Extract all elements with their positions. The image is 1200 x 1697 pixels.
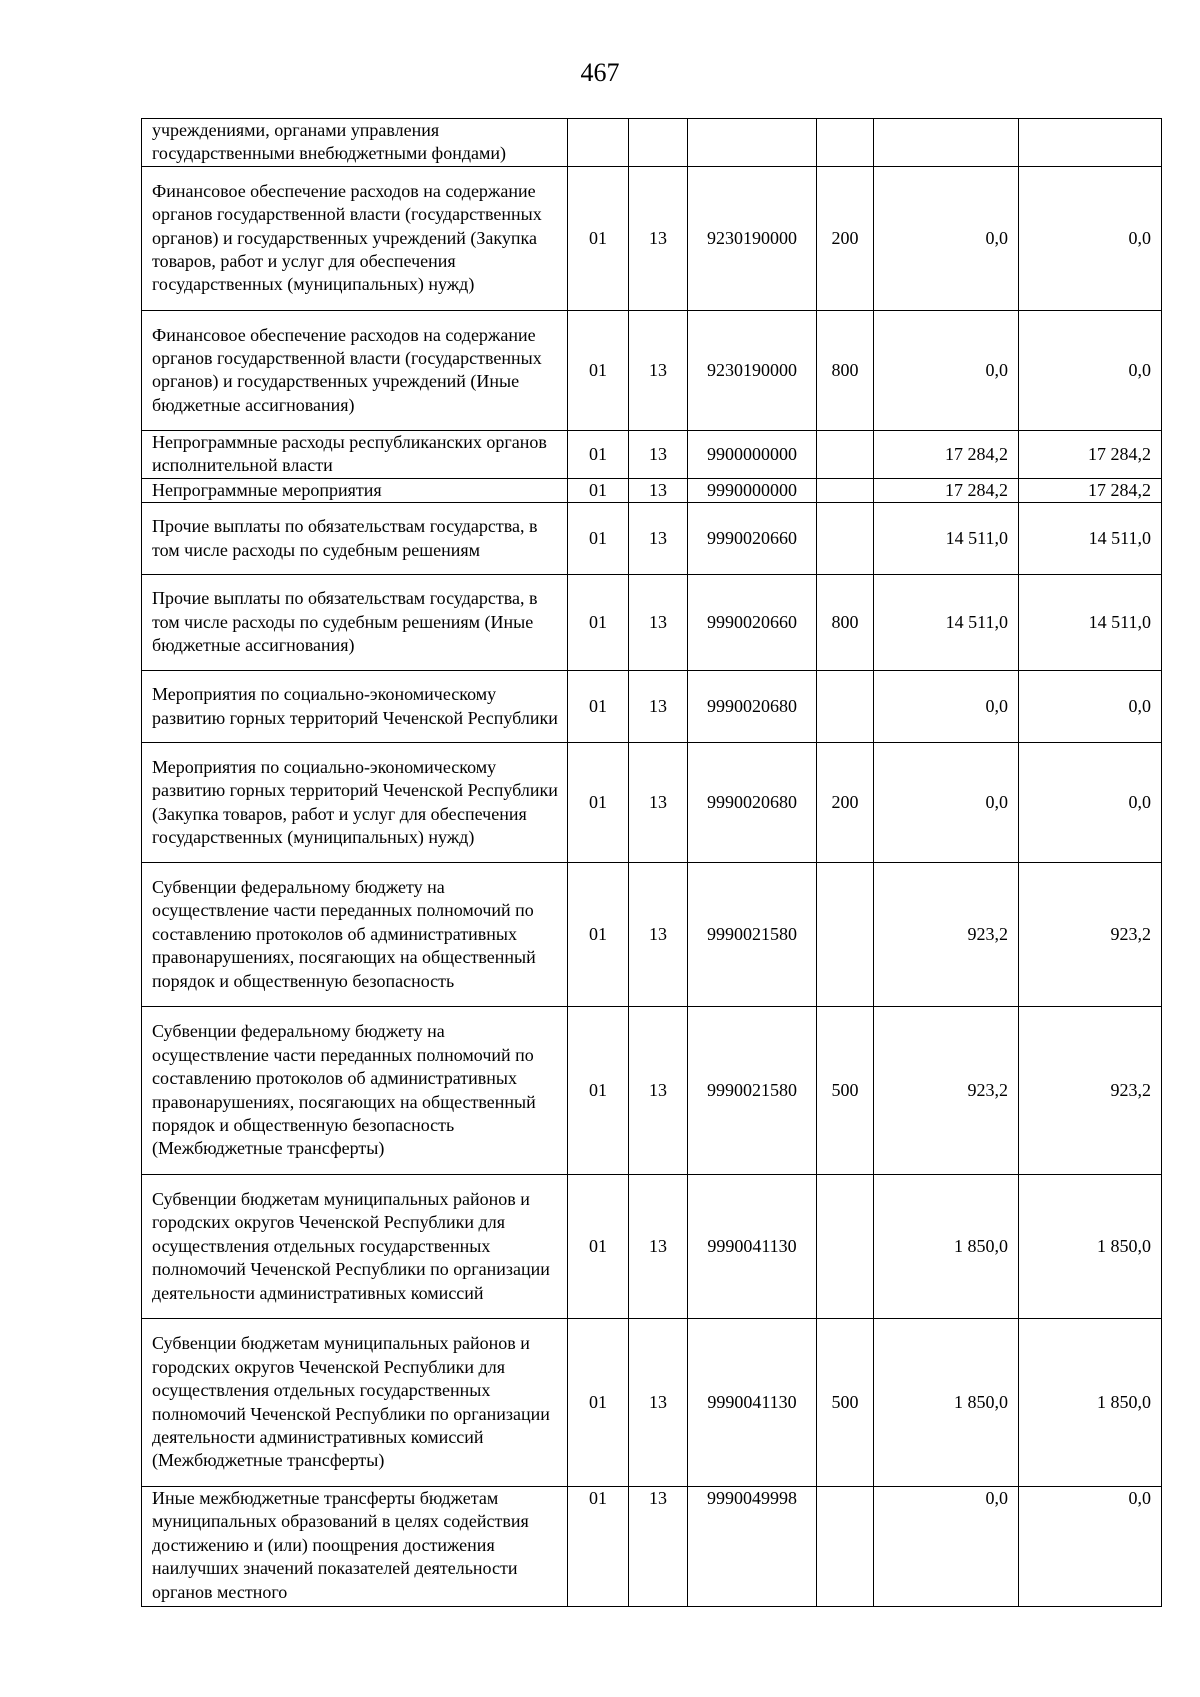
table-row	[142, 575, 1162, 671]
row-amount-1: 923,2	[874, 863, 1019, 1007]
row-name: Финансовое обеспечение расходов на содержание органов государственной власти (государственных органов) и государственных учреждений (Иные бюджетные ассигнования)	[142, 310, 568, 430]
table-row	[142, 743, 1162, 863]
table-row	[142, 166, 1162, 310]
row-section: 01	[568, 863, 629, 1007]
row-name: учреждениями, органами управления государственными внебюджетными фондами)	[142, 119, 568, 167]
table-row	[142, 1319, 1162, 1487]
row-expense-type	[817, 478, 874, 502]
row-expense-type: 800	[817, 575, 874, 671]
row-target-article: 9990049998	[688, 1487, 817, 1607]
row-amount-2: 1 850,0	[1019, 1175, 1162, 1319]
row-target-article: 9990020680	[688, 743, 817, 863]
row-target-article: 9990020680	[688, 671, 817, 743]
row-subsection: 13	[629, 743, 688, 863]
row-expense-type: 500	[817, 1319, 874, 1487]
row-name: Мероприятия по социально-экономическому развитию горных территорий Чеченской Республики	[142, 671, 568, 743]
row-name: Мероприятия по социально-экономическому развитию горных территорий Чеченской Республики (Закупка товаров, работ и услуг для обеспечения государственных (муниципальных) нужд)	[142, 743, 568, 863]
table-row	[142, 1175, 1162, 1319]
row-subsection: 13	[629, 1487, 688, 1607]
row-section: 01	[568, 310, 629, 430]
table-row	[142, 430, 1162, 478]
table-row	[142, 1007, 1162, 1175]
row-amount-1: 0,0	[874, 1487, 1019, 1607]
page-number: 467	[580, 58, 620, 87]
row-amount-2: 17 284,2	[1019, 478, 1162, 502]
row-amount-2: 0,0	[1019, 1487, 1162, 1607]
row-amount-1: 0,0	[874, 166, 1019, 310]
row-name: Субвенции федеральному бюджету на осуществление части переданных полномочий по составлению протоколов об административных правонарушениях, посягающих на общественный порядок и общественную безопасность	[142, 863, 568, 1007]
row-target-article	[688, 119, 817, 167]
row-section: 01	[568, 671, 629, 743]
row-name: Финансовое обеспечение расходов на содержание органов государственной власти (государственных органов) и государственных учреждений (Закупка товаров, работ и услуг для обеспечения государственных (муниципальных) нужд)	[142, 166, 568, 310]
row-target-article: 9230190000	[688, 166, 817, 310]
row-amount-2: 923,2	[1019, 1007, 1162, 1175]
row-expense-type	[817, 119, 874, 167]
row-name: Субвенции бюджетам муниципальных районов и городских округов Чеченской Республики для осуществления отдельных государственных полномочий Чеченской Республики по организации деятельности административных комиссий	[142, 1175, 568, 1319]
table-row	[142, 478, 1162, 502]
row-subsection: 13	[629, 671, 688, 743]
row-section: 01	[568, 503, 629, 575]
row-expense-type	[817, 503, 874, 575]
table-body	[142, 119, 1162, 1607]
row-section: 01	[568, 166, 629, 310]
row-expense-type	[817, 863, 874, 1007]
row-target-article: 9990041130	[688, 1319, 817, 1487]
row-name: Прочие выплаты по обязательствам государства, в том числе расходы по судебным решениям	[142, 503, 568, 575]
row-amount-1: 0,0	[874, 743, 1019, 863]
row-amount-2: 17 284,2	[1019, 430, 1162, 478]
row-target-article: 9900000000	[688, 430, 817, 478]
row-amount-1: 1 850,0	[874, 1175, 1019, 1319]
row-amount-1: 14 511,0	[874, 575, 1019, 671]
row-subsection: 13	[629, 430, 688, 478]
row-name: Прочие выплаты по обязательствам государства, в том числе расходы по судебным решениям (Иные бюджетные ассигнования)	[142, 575, 568, 671]
row-target-article: 9990000000	[688, 478, 817, 502]
row-expense-type	[817, 671, 874, 743]
row-amount-2: 923,2	[1019, 863, 1162, 1007]
row-expense-type	[817, 430, 874, 478]
row-amount-1: 0,0	[874, 310, 1019, 430]
row-target-article: 9990021580	[688, 1007, 817, 1175]
row-name: Субвенции федеральному бюджету на осуществление части переданных полномочий по составлению протоколов об административных правонарушениях, посягающих на общественный порядок и общественную безопасность (Межбюджетные трансферты)	[142, 1007, 568, 1175]
row-amount-2: 0,0	[1019, 743, 1162, 863]
table-row	[142, 310, 1162, 430]
row-section: 01	[568, 430, 629, 478]
row-expense-type: 200	[817, 166, 874, 310]
row-subsection: 13	[629, 310, 688, 430]
row-target-article: 9990041130	[688, 1175, 817, 1319]
row-amount-1: 0,0	[874, 671, 1019, 743]
row-amount-2: 0,0	[1019, 166, 1162, 310]
row-expense-type: 200	[817, 743, 874, 863]
row-amount-1: 1 850,0	[874, 1319, 1019, 1487]
row-target-article: 9990020660	[688, 575, 817, 671]
row-amount-2	[1019, 119, 1162, 167]
row-subsection: 13	[629, 1175, 688, 1319]
row-subsection: 13	[629, 503, 688, 575]
row-amount-2: 1 850,0	[1019, 1319, 1162, 1487]
row-target-article: 9990021580	[688, 863, 817, 1007]
row-amount-2: 14 511,0	[1019, 503, 1162, 575]
row-amount-1: 923,2	[874, 1007, 1019, 1175]
row-expense-type: 800	[817, 310, 874, 430]
budget-table	[141, 118, 1162, 1607]
table-row	[142, 1487, 1162, 1607]
row-name: Непрограммные расходы республиканских органов исполнительной власти	[142, 430, 568, 478]
row-amount-1	[874, 119, 1019, 167]
table-row	[142, 863, 1162, 1007]
row-section: 01	[568, 1487, 629, 1607]
row-amount-2: 0,0	[1019, 310, 1162, 430]
table-row	[142, 119, 1162, 167]
row-name: Иные межбюджетные трансферты бюджетам муниципальных образований в целях содействия достижению и (или) поощрения достижения наилучших значений показателей деятельности органов местного	[142, 1487, 568, 1607]
row-amount-1: 14 511,0	[874, 503, 1019, 575]
row-name: Субвенции бюджетам муниципальных районов и городских округов Чеченской Республики для осуществления отдельных государственных полномочий Чеченской Республики по организации деятельности административных комиссий (Межбюджетные трансферты)	[142, 1319, 568, 1487]
row-subsection: 13	[629, 1319, 688, 1487]
row-amount-1: 17 284,2	[874, 430, 1019, 478]
table-row	[142, 503, 1162, 575]
table-row	[142, 671, 1162, 743]
row-name: Непрограммные мероприятия	[142, 478, 568, 502]
row-subsection: 13	[629, 1007, 688, 1175]
row-section: 01	[568, 478, 629, 502]
row-subsection: 13	[629, 166, 688, 310]
row-subsection	[629, 119, 688, 167]
row-expense-type	[817, 1175, 874, 1319]
row-amount-1: 17 284,2	[874, 478, 1019, 502]
row-section: 01	[568, 1175, 629, 1319]
row-section: 01	[568, 1007, 629, 1175]
row-section	[568, 119, 629, 167]
row-section: 01	[568, 575, 629, 671]
row-section: 01	[568, 743, 629, 863]
row-subsection: 13	[629, 863, 688, 1007]
row-expense-type	[817, 1487, 874, 1607]
row-section: 01	[568, 1319, 629, 1487]
row-target-article: 9990020660	[688, 503, 817, 575]
row-target-article: 9230190000	[688, 310, 817, 430]
row-subsection: 13	[629, 575, 688, 671]
row-amount-2: 0,0	[1019, 671, 1162, 743]
row-amount-2: 14 511,0	[1019, 575, 1162, 671]
row-subsection: 13	[629, 478, 688, 502]
row-expense-type: 500	[817, 1007, 874, 1175]
